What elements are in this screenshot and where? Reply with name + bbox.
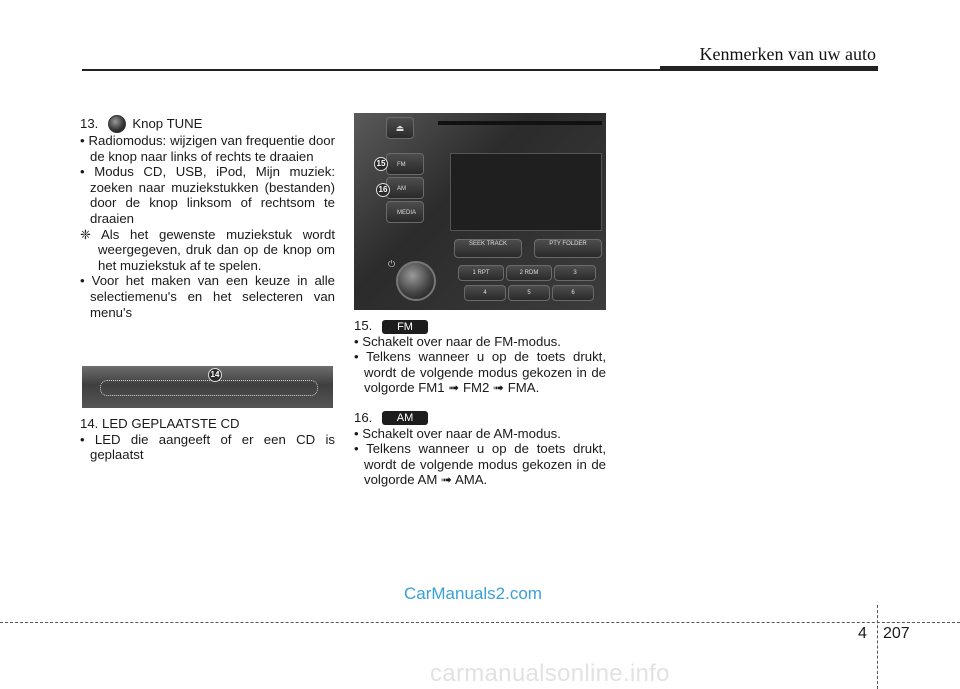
footer-divider <box>877 605 878 689</box>
item-13-heading <box>80 115 335 133</box>
spacer <box>354 396 606 410</box>
am-button: AM <box>386 177 424 199</box>
right-column <box>354 318 606 488</box>
callout-15: 15 <box>374 157 388 171</box>
item-15-number: 15. <box>354 318 373 333</box>
fm-badge: FM <box>382 320 428 334</box>
left-column <box>80 115 335 320</box>
fm-button: FM <box>386 153 424 175</box>
am-badge: AM <box>382 411 428 425</box>
item-16-heading <box>354 410 606 426</box>
item-16-number: 16. <box>354 409 373 425</box>
power-icon: ⏻ <box>388 259 396 269</box>
callout-14: 14 <box>208 368 222 382</box>
footer-rule <box>0 622 960 623</box>
callout-16: 16 <box>376 183 390 197</box>
item-13-number: 13. <box>80 116 99 132</box>
section-title: Kenmerken van uw auto <box>699 44 876 64</box>
item-15-bullet: • Telkens wanneer u op de toets drukt, wordt de volgende modus gekozen in de volgorde FM1 ➟ FM2 ➟ FMA. <box>354 349 606 396</box>
radio-panel-image <box>354 113 606 310</box>
item-16-bullet: • Schakelt over naar de AM-modus. <box>354 425 561 441</box>
item-13-bullet: • Modus CD, USB, iPod, Mijn muziek: zoeken naar muziekstukken (bestanden) door de knop linksom of rechtsom te draaien <box>80 164 335 226</box>
pty-folder-button: PTY FOLDER <box>534 239 602 258</box>
eject-icon: ⏏ <box>395 123 405 133</box>
cd-slot <box>438 121 602 125</box>
item-16-bullet: • Telkens wanneer u op de toets drukt, wordt de volgende modus gekozen in de volgorde AM ➟ AMA. <box>354 441 606 488</box>
item-14-bullet: • LED die aangeeft of er een CD is geplaatst <box>80 431 335 463</box>
item-13-bullet: • Radiomodus: wijzigen van frequentie door de knop naar links of rechts te draaien <box>80 133 335 164</box>
display-screen <box>450 153 602 231</box>
media-button: MEDIA <box>386 201 424 223</box>
watermark-bottom: carmanualsonline.info <box>430 660 670 687</box>
item-13-bullet: • Voor het maken van een keuze in alle selectiemenu's en het selecteren van menu's <box>80 273 335 320</box>
header-rule <box>82 69 660 71</box>
chapter-number: 4 <box>858 625 867 642</box>
preset-button: 6 <box>552 285 594 301</box>
page-number: 207 <box>883 625 910 642</box>
item-15-heading <box>354 318 606 334</box>
preset-button: 5 <box>508 285 550 301</box>
header-rule-accent <box>660 66 878 71</box>
preset-button: 1 RPT <box>458 265 504 281</box>
item-15-bullet: • Schakelt over naar de FM-modus. <box>354 333 561 349</box>
preset-button: 4 <box>464 285 506 301</box>
preset-button: 2 RDM <box>506 265 552 281</box>
item-13-title: Knop TUNE <box>132 116 203 132</box>
cd-slot-image <box>82 366 333 408</box>
volume-knob <box>396 261 436 301</box>
cd-slot-led <box>100 380 318 396</box>
eject-button <box>386 117 414 139</box>
preset-button: 3 <box>554 265 596 281</box>
seek-track-button: SEEK TRACK <box>454 239 522 258</box>
item-14-heading: 14. LED GEPLAATSTE CD <box>80 416 240 431</box>
item-13-note: ❈ Als het gewenste muziekstuk wordt weergegeven, druk dan op de knop om het muziekstuk af te spelen. <box>80 226 335 273</box>
watermark-link[interactable]: CarManuals2.com <box>404 584 542 603</box>
item-14-block <box>80 416 335 463</box>
tune-knob-icon <box>108 115 126 133</box>
